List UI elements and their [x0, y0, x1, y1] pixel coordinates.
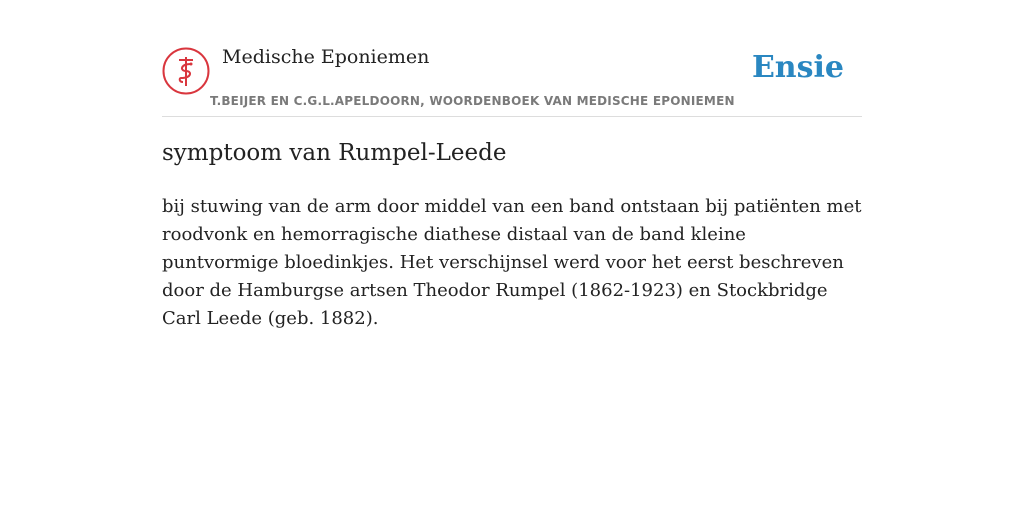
- brand-logo[interactable]: Ensie: [751, 50, 844, 85]
- source-title[interactable]: Medische Eponiemen: [222, 46, 430, 68]
- caduceus-icon[interactable]: [162, 47, 210, 95]
- source-subtitle: T.BEIJER EN C.G.L.APELDOORN, WOORDENBOEK VAN MEDISCHE EPONIEMEN: [210, 94, 735, 108]
- entry-term: symptoom van Rumpel-Leede: [162, 140, 507, 166]
- entry-definition: bij stuwing van de arm door middel van een band ontstaan bij patiënten met roodvonk en hemorragische diathese distaal van de band kleine puntvormige bloedinkjes. Het verschijnsel werd voor het eerst beschreven door de Hamburgse artsen Theodor Rumpel (1862-1923) en Stockbridge Carl Leede (geb. 1882).: [162, 196, 862, 329]
- header: [162, 40, 862, 117]
